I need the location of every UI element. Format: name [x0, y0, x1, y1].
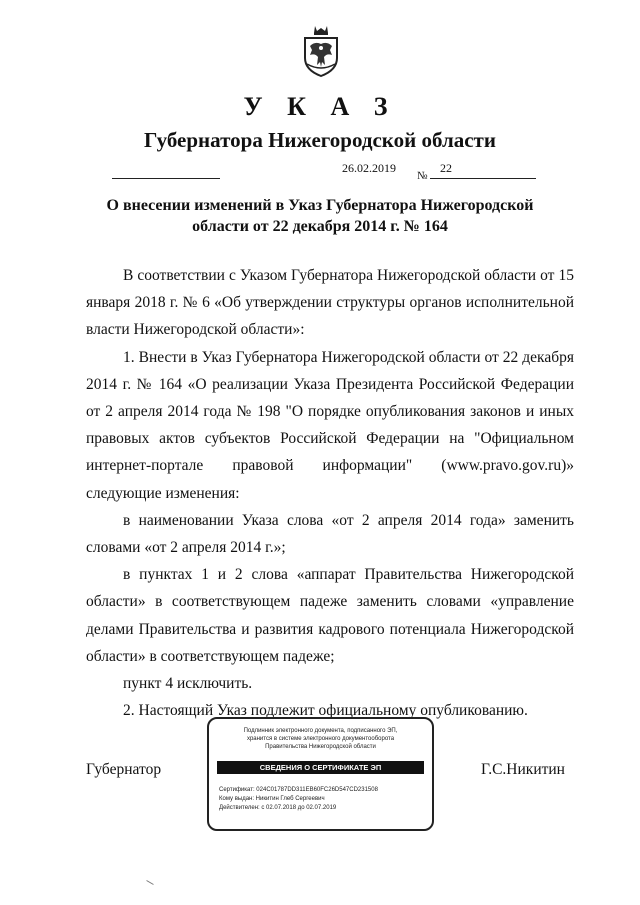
electronic-signature-stamp	[207, 717, 434, 831]
document-title: У К А З	[243, 92, 397, 121]
body-paragraph-2: 1. Внести в Указ Губернатора Нижегородской области от 22 декабря 2014 г. № 164 «О реализации Указа Президента Российской Федерации от 2 апреля 2014 года № 198 "О порядке опубликования законов и иных правовых актов субъектов Российской Федерации на "Официальном интернет-портале правовой информации" (www.pravo.gov.ru)» следующие изменения:	[86, 348, 574, 502]
stamp-certificate-validity: Действителен: с 02.07.2018 до 02.07.2019	[219, 805, 337, 811]
stamp-certificate-bar: СВЕДЕНИЯ О СЕРТИФИКАТЕ ЭП	[217, 761, 424, 774]
document-subtitle: Губернатора Нижегородской области	[144, 128, 496, 152]
number-sign: №	[417, 170, 428, 182]
stray-mark	[146, 880, 153, 885]
document-number: 22	[440, 161, 452, 175]
coat-of-arms-emblem	[301, 24, 341, 78]
document-heading	[100, 195, 540, 237]
stamp-certificate-id: Сертификат: 024C01787DD311EB60FC26D547CD231508	[219, 787, 378, 793]
heading-line-1: О внесении изменений в Указ Губернатора Нижегородской	[106, 197, 534, 214]
signer-name: Г.С.Никитин	[481, 761, 565, 778]
document-date: 26.02.2019	[342, 161, 396, 175]
body-paragraph-5: пункт 4 исключить.	[123, 675, 253, 693]
stamp-line-1: Подлинник электронного документа, подписанного ЭП,	[243, 728, 398, 734]
stamp-line-3: Правительства Нижегородской области	[265, 744, 376, 750]
number-underline	[430, 178, 536, 179]
stamp-header	[215, 727, 426, 751]
stamp-line-2: хранится в системе электронного документооборота	[246, 736, 395, 742]
date-underline	[112, 178, 220, 179]
stamp-certificate-owner: Кому выдан: Никитин Глеб Сергеевич	[219, 796, 325, 802]
body-paragraph-4: в пунктах 1 и 2 слова «аппарат Правительства Нижегородской области» в соответствующем падеже заменить словами «управление делами Правительства и развития кадрового потенциала Нижегородской области» в соответствующем падеже;	[86, 566, 574, 665]
body-paragraph-3: в наименовании Указа слова «от 2 апреля 2014 года» заменить словами «от 2 апреля 2014 г.»;	[86, 511, 574, 557]
signer-position: Губернатор	[86, 761, 162, 778]
heading-line-2: области от 22 декабря 2014 г. № 164	[192, 218, 448, 235]
body-paragraph-6: 2. Настоящий Указ подлежит официальному опубликованию.	[123, 702, 528, 720]
body-paragraph-1: В соответствии с Указом Губернатора Нижегородской области от 15 января 2018 г. № 6 «Об утверждении структуры органов исполнительной власти Нижегородской области»:	[86, 267, 574, 339]
document-body	[86, 262, 574, 724]
